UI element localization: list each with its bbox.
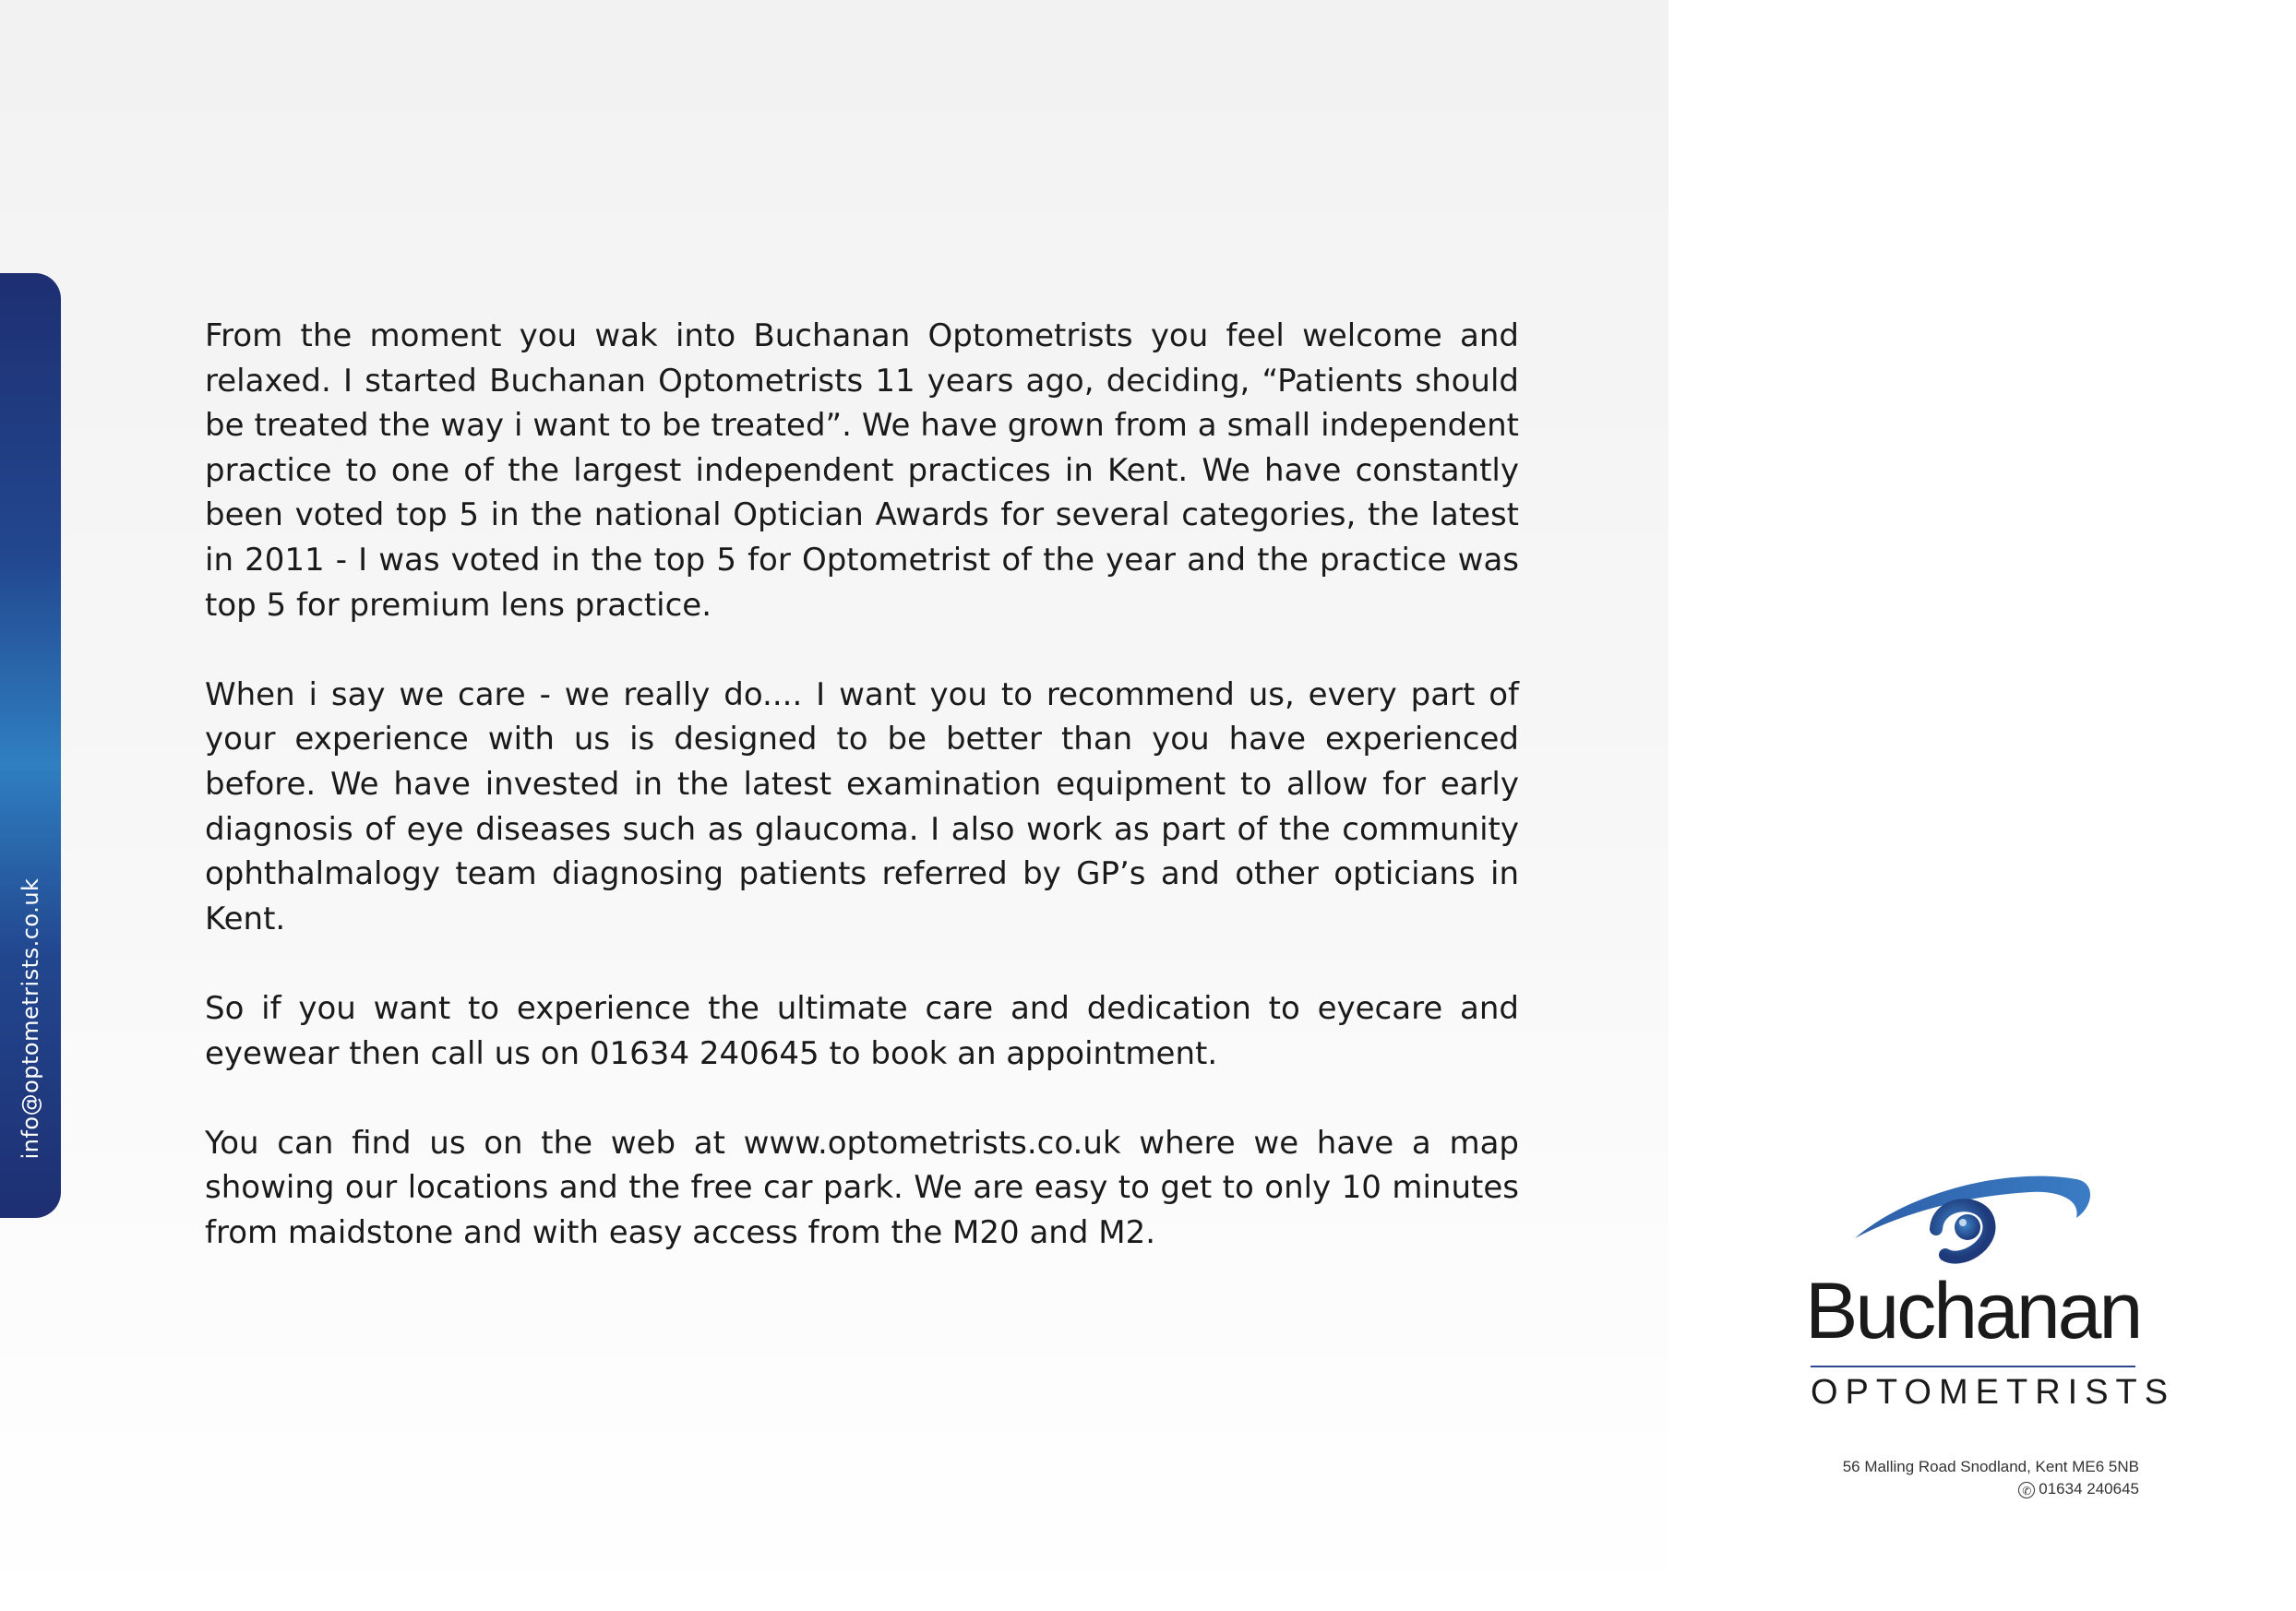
logo-subtitle: OPTOMETRISTS: [1811, 1373, 2176, 1412]
contact-phone[interactable]: 01634 240645: [2039, 1480, 2139, 1498]
phone-circle-icon: ✆: [2018, 1482, 2035, 1498]
logo-name: Buchanan: [1805, 1267, 2141, 1355]
logo-divider: [1811, 1366, 2135, 1367]
paragraph-location: You can find us on the web at www.optometrists.co.uk where we have a map showing our locations and the free car park. We are easy to get to only 10 minutes from maidstone and with easy access from the M20 and M2.: [205, 1124, 1519, 1251]
eye-swoosh-icon: [1800, 1172, 2150, 1273]
sidebar-tab: [0, 273, 61, 1218]
company-logo: [1800, 1172, 2176, 1421]
paragraph-booking: So if you want to experience the ultimate care and dedication to eyecare and eyewear then call us on 01634 240645 to book an appointment.: [205, 989, 1519, 1072]
body-text: [205, 314, 1519, 1300]
sidebar-email[interactable]: info@optometrists.co.uk: [18, 877, 43, 1160]
paragraph-intro: From the moment you wak into Buchanan Optometrists you feel welcome and relaxed. I started Buchanan Optometrists 11 years ago, deciding, “Patients should be treated the way i want to be treated”. We have grown from a small independent practice to one of the largest independent practices in Kent. We have constantly been voted top 5 in the national Optician Awards for several categories, the latest in 2011 - I was voted in the top 5 for Optometrist of the year and the practice was top 5 for premium lens practice.: [205, 317, 1519, 624]
contact-address: 56 Malling Road Snodland, Kent ME6 5NB: [1842, 1458, 2139, 1475]
paragraph-care: When i say we care - we really do.... I want you to recommend us, every part of your experience with us is designed to be better than you have experienced before. We have invested in the latest examination equipment to allow for early diagnosis of eye diseases such as glaucoma. I also work as part of the community ophthalmalogy team diagnosing patients referred by GP’s and other opticians in Kent.: [205, 675, 1519, 937]
contact-phone-line: [1753, 1478, 2139, 1500]
